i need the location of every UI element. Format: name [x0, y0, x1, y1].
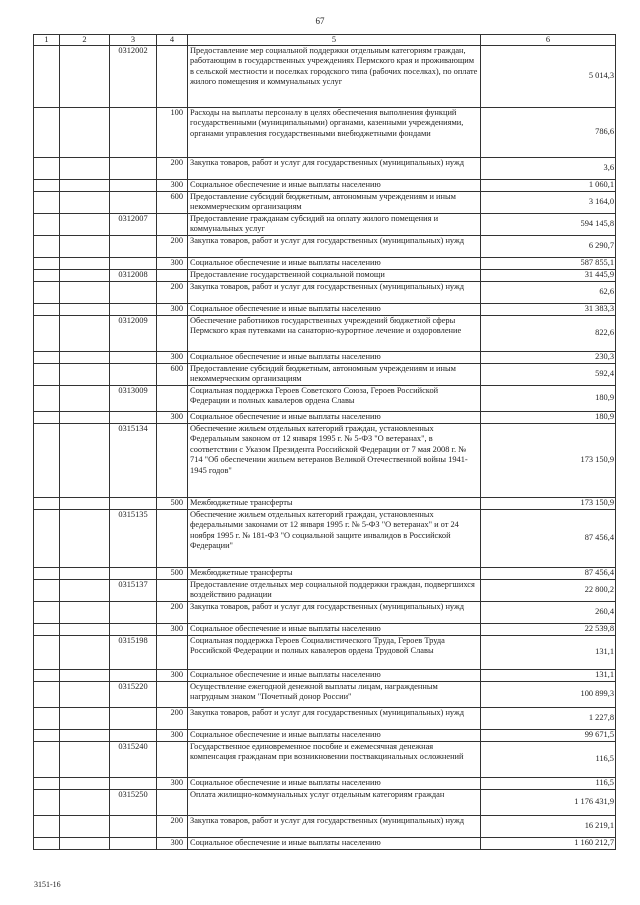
item-description: Социальное обеспечение и иные выплаты населению: [188, 838, 481, 850]
item-description: Социальное обеспечение и иные выплаты населению: [188, 778, 481, 790]
amount-value: 1 227,8: [481, 708, 616, 730]
item-description: Закупка товаров, работ и услуг для государственных (муниципальных) нужд: [188, 236, 481, 258]
item-description: Социальная поддержка Героев Советского Союза, Героев Российской Федерации и полных кавалеров ордена Славы: [188, 386, 481, 412]
column-2-cell: [60, 708, 110, 730]
column-2-cell: [60, 602, 110, 624]
expense-type-code: 500: [157, 498, 188, 510]
column-1-cell: [34, 568, 60, 580]
target-article-code: [110, 412, 157, 424]
table-row: [34, 742, 616, 778]
expense-type-code: 300: [157, 624, 188, 636]
column-2-cell: [60, 730, 110, 742]
amount-value: 22 539,8: [481, 624, 616, 636]
table-row: [34, 838, 616, 850]
table-row: [34, 682, 616, 708]
target-article-code: [110, 816, 157, 838]
item-description: Социальное обеспечение и иные выплаты населению: [188, 412, 481, 424]
expense-type-code: [157, 636, 188, 670]
column-2-cell: [60, 192, 110, 214]
column-2-cell: [60, 364, 110, 386]
amount-value: 786,6: [481, 108, 616, 158]
column-1-cell: [34, 236, 60, 258]
target-article-code: 0312002: [110, 46, 157, 108]
target-article-code: [110, 352, 157, 364]
column-2-cell: [60, 742, 110, 778]
target-article-code: [110, 670, 157, 682]
column-1-cell: [34, 682, 60, 708]
target-article-code: 0315220: [110, 682, 157, 708]
column-1-cell: [34, 364, 60, 386]
expense-type-code: 300: [157, 304, 188, 316]
target-article-code: 0312007: [110, 214, 157, 236]
expense-type-code: [157, 316, 188, 352]
item-description: Предоставление субсидий бюджетным, автономным учреждениям и иным некоммерческим организациям: [188, 192, 481, 214]
item-description: Государственное единовременное пособие и ежемесячная денежная компенсация гражданам при возникновении поствакцинальных осложнений: [188, 742, 481, 778]
amount-value: 16 219,1: [481, 816, 616, 838]
column-1-cell: [34, 580, 60, 602]
target-article-code: 0315134: [110, 424, 157, 498]
column-2-cell: [60, 682, 110, 708]
column-1-cell: [34, 602, 60, 624]
table-row: [34, 510, 616, 568]
expense-type-code: 300: [157, 258, 188, 270]
column-1-cell: [34, 214, 60, 236]
item-description: Осуществление ежегодной денежной выплаты лицам, награжденным нагрудным знаком "Почетный донор России": [188, 682, 481, 708]
target-article-code: [110, 498, 157, 510]
target-article-code: 0312008: [110, 270, 157, 282]
target-article-code: [110, 236, 157, 258]
item-description: Расходы на выплаты персоналу в целях обеспечения выполнения функций государственными (муниципальными) органами, казенными учреждениями, органами управления государственными внебюджетными фондами: [188, 108, 481, 158]
amount-value: 116,5: [481, 778, 616, 790]
column-1-cell: [34, 316, 60, 352]
column-2-cell: [60, 624, 110, 636]
item-description: Социальная поддержка Героев Социалистического Труда, Героев Труда Российской Федерации и полных кавалеров ордена Трудовой Славы: [188, 636, 481, 670]
amount-value: 116,5: [481, 742, 616, 778]
expense-type-code: [157, 682, 188, 708]
item-description: Предоставление субсидий бюджетным, автономным учреждениям и иным некоммерческим организациям: [188, 364, 481, 386]
table-row: [34, 214, 616, 236]
table-row: [34, 624, 616, 636]
column-2-cell: [60, 158, 110, 180]
column-2-cell: [60, 316, 110, 352]
table-row: [34, 790, 616, 816]
item-description: Предоставление государственной социальной помощи: [188, 270, 481, 282]
expense-type-code: 200: [157, 816, 188, 838]
table-row: [34, 46, 616, 108]
column-2-cell: [60, 510, 110, 568]
item-description: Закупка товаров, работ и услуг для государственных (муниципальных) нужд: [188, 158, 481, 180]
table-row: [34, 316, 616, 352]
column-2-cell: [60, 790, 110, 816]
expense-type-code: 300: [157, 670, 188, 682]
item-description: Социальное обеспечение и иные выплаты населению: [188, 730, 481, 742]
column-2-cell: [60, 108, 110, 158]
amount-value: 6 290,7: [481, 236, 616, 258]
column-2-cell: [60, 568, 110, 580]
table-row: [34, 568, 616, 580]
expense-type-code: 600: [157, 192, 188, 214]
target-article-code: 0315240: [110, 742, 157, 778]
column-2-cell: [60, 636, 110, 670]
item-description: Предоставление мер социальной поддержки отдельным категориям граждан, работающим в государственных учреждениях Пермского края и проживающим в сельской местности и поселках городского типа (рабочих поселках), по оплате жилого помещения и коммунальных услуг: [188, 46, 481, 108]
table-row: [34, 778, 616, 790]
column-1-cell: [34, 412, 60, 424]
target-article-code: [110, 192, 157, 214]
item-description: Социальное обеспечение и иные выплаты населению: [188, 670, 481, 682]
target-article-code: [110, 838, 157, 850]
target-article-code: 0315198: [110, 636, 157, 670]
column-1-cell: [34, 838, 60, 850]
column-header: 6: [481, 35, 616, 46]
table-row: [34, 108, 616, 158]
item-description: Межбюджетные трансферты: [188, 498, 481, 510]
amount-value: 131,1: [481, 670, 616, 682]
item-description: Оплата жилищно-коммунальных услуг отдельным категориям граждан: [188, 790, 481, 816]
target-article-code: [110, 158, 157, 180]
column-2-cell: [60, 236, 110, 258]
expense-type-code: [157, 270, 188, 282]
column-1-cell: [34, 636, 60, 670]
column-2-cell: [60, 352, 110, 364]
column-number-row: [34, 35, 616, 46]
expense-type-code: [157, 46, 188, 108]
amount-value: 31 445,9: [481, 270, 616, 282]
table-row: [34, 636, 616, 670]
table-row: [34, 158, 616, 180]
column-2-cell: [60, 258, 110, 270]
column-2-cell: [60, 816, 110, 838]
target-article-code: 0312009: [110, 316, 157, 352]
column-1-cell: [34, 386, 60, 412]
document-footer-code: 3151-16: [34, 880, 61, 889]
column-1-cell: [34, 816, 60, 838]
item-description: Межбюджетные трансферты: [188, 568, 481, 580]
item-description: Закупка товаров, работ и услуг для государственных (муниципальных) нужд: [188, 816, 481, 838]
item-description: Обеспечение жильем отдельных категорий граждан, установленных федеральными законами от 12 января 1995 г. № 5-ФЗ "О ветеранах" и от 24 ноября 1995 г. № 181-ФЗ "О социальной защите инвалидов в Российской Федерации": [188, 510, 481, 568]
table-row: [34, 816, 616, 838]
column-1-cell: [34, 498, 60, 510]
expense-type-code: 300: [157, 180, 188, 192]
column-1-cell: [34, 158, 60, 180]
amount-value: 180,9: [481, 412, 616, 424]
expense-type-code: [157, 386, 188, 412]
table-row: [34, 352, 616, 364]
column-header: 2: [60, 35, 110, 46]
table-row: [34, 498, 616, 510]
item-description: Закупка товаров, работ и услуг для государственных (муниципальных) нужд: [188, 282, 481, 304]
item-description: Обеспечение жильем отдельных категорий граждан, установленных Федеральным законом от 12 января 1995 г. № 5-ФЗ "О ветеранах", в соответствии с Указом Президента Российской Федерации от 7 мая 2008 г. № 714 "Об обеспечении жильем ветеранов Великой Отечественной войны 1941-1945 годов": [188, 424, 481, 498]
column-header: 4: [157, 35, 188, 46]
target-article-code: [110, 568, 157, 580]
table-body: [34, 46, 616, 850]
item-description: Обеспечение работников государственных учреждений бюджетной сферы Пермского края путевками на санаторно-курортное лечение и оздоровление: [188, 316, 481, 352]
expense-type-code: 600: [157, 364, 188, 386]
target-article-code: [110, 708, 157, 730]
item-description: Закупка товаров, работ и услуг для государственных (муниципальных) нужд: [188, 708, 481, 730]
column-1-cell: [34, 742, 60, 778]
column-1-cell: [34, 708, 60, 730]
amount-value: 230,3: [481, 352, 616, 364]
amount-value: 5 014,3: [481, 46, 616, 108]
expense-type-code: 300: [157, 352, 188, 364]
amount-value: 1 176 431,9: [481, 790, 616, 816]
item-description: Социальное обеспечение и иные выплаты населению: [188, 180, 481, 192]
table-row: [34, 670, 616, 682]
column-2-cell: [60, 214, 110, 236]
amount-value: 3,6: [481, 158, 616, 180]
column-1-cell: [34, 270, 60, 282]
column-2-cell: [60, 304, 110, 316]
target-article-code: [110, 624, 157, 636]
column-1-cell: [34, 258, 60, 270]
column-2-cell: [60, 838, 110, 850]
amount-value: 87 456,4: [481, 568, 616, 580]
column-2-cell: [60, 580, 110, 602]
column-2-cell: [60, 386, 110, 412]
item-description: Закупка товаров, работ и услуг для государственных (муниципальных) нужд: [188, 602, 481, 624]
target-article-code: 0315250: [110, 790, 157, 816]
column-2-cell: [60, 670, 110, 682]
column-1-cell: [34, 510, 60, 568]
column-2-cell: [60, 46, 110, 108]
column-header: 1: [34, 35, 60, 46]
table-row: [34, 386, 616, 412]
expense-type-code: 300: [157, 412, 188, 424]
target-article-code: [110, 282, 157, 304]
table-row: [34, 192, 616, 214]
item-description: Предоставление гражданам субсидий на оплату жилого помещения и коммунальных услуг: [188, 214, 481, 236]
amount-value: 260,4: [481, 602, 616, 624]
amount-value: 3 164,0: [481, 192, 616, 214]
target-article-code: [110, 730, 157, 742]
expense-type-code: 200: [157, 158, 188, 180]
amount-value: 1 160 212,7: [481, 838, 616, 850]
column-header: 5: [188, 35, 481, 46]
table-row: [34, 180, 616, 192]
amount-value: 100 899,3: [481, 682, 616, 708]
page-number: 67: [315, 16, 325, 26]
target-article-code: 0315135: [110, 510, 157, 568]
expense-type-code: [157, 510, 188, 568]
amount-value: 592,4: [481, 364, 616, 386]
expense-type-code: [157, 214, 188, 236]
table-row: [34, 304, 616, 316]
target-article-code: [110, 778, 157, 790]
column-2-cell: [60, 424, 110, 498]
table-row: [34, 364, 616, 386]
column-1-cell: [34, 108, 60, 158]
target-article-code: 0315137: [110, 580, 157, 602]
column-1-cell: [34, 352, 60, 364]
expense-type-code: 200: [157, 602, 188, 624]
column-2-cell: [60, 498, 110, 510]
item-description: Социальное обеспечение и иные выплаты населению: [188, 304, 481, 316]
amount-value: 1 060,1: [481, 180, 616, 192]
expense-type-code: 500: [157, 568, 188, 580]
item-description: Социальное обеспечение и иные выплаты населению: [188, 352, 481, 364]
table-row: [34, 412, 616, 424]
amount-value: 31 383,3: [481, 304, 616, 316]
expense-type-code: 300: [157, 838, 188, 850]
target-article-code: [110, 364, 157, 386]
column-1-cell: [34, 424, 60, 498]
amount-value: 173 150,9: [481, 424, 616, 498]
amount-value: 180,9: [481, 386, 616, 412]
table-row: [34, 270, 616, 282]
table-row: [34, 236, 616, 258]
column-2-cell: [60, 180, 110, 192]
table-row: [34, 602, 616, 624]
table-row: [34, 730, 616, 742]
amount-value: 62,6: [481, 282, 616, 304]
amount-value: 22 800,2: [481, 580, 616, 602]
column-1-cell: [34, 192, 60, 214]
expense-type-code: [157, 742, 188, 778]
column-1-cell: [34, 46, 60, 108]
expense-type-code: [157, 424, 188, 498]
target-article-code: [110, 258, 157, 270]
column-1-cell: [34, 624, 60, 636]
item-description: Предоставление отдельных мер социальной поддержки граждан, подвергшихся воздействию радиации: [188, 580, 481, 602]
amount-value: 131,1: [481, 636, 616, 670]
expense-type-code: 300: [157, 730, 188, 742]
table-row: [34, 580, 616, 602]
expense-type-code: [157, 580, 188, 602]
column-2-cell: [60, 412, 110, 424]
expense-type-code: 200: [157, 708, 188, 730]
amount-value: 99 671,5: [481, 730, 616, 742]
column-1-cell: [34, 730, 60, 742]
expense-type-code: [157, 790, 188, 816]
column-1-cell: [34, 180, 60, 192]
column-2-cell: [60, 282, 110, 304]
expense-type-code: 200: [157, 236, 188, 258]
column-1-cell: [34, 282, 60, 304]
target-article-code: [110, 108, 157, 158]
item-description: Социальное обеспечение и иные выплаты населению: [188, 258, 481, 270]
target-article-code: [110, 602, 157, 624]
expense-type-code: 300: [157, 778, 188, 790]
expense-type-code: 100: [157, 108, 188, 158]
budget-table: [33, 34, 616, 850]
table-row: [34, 424, 616, 498]
column-2-cell: [60, 778, 110, 790]
amount-value: 594 145,8: [481, 214, 616, 236]
expense-type-code: 200: [157, 282, 188, 304]
amount-value: 87 456,4: [481, 510, 616, 568]
target-article-code: [110, 304, 157, 316]
column-1-cell: [34, 304, 60, 316]
amount-value: 822,6: [481, 316, 616, 352]
item-description: Социальное обеспечение и иные выплаты населению: [188, 624, 481, 636]
table-row: [34, 258, 616, 270]
column-1-cell: [34, 778, 60, 790]
table-row: [34, 708, 616, 730]
column-1-cell: [34, 670, 60, 682]
table-row: [34, 282, 616, 304]
target-article-code: 0313009: [110, 386, 157, 412]
column-header: 3: [110, 35, 157, 46]
column-2-cell: [60, 270, 110, 282]
target-article-code: [110, 180, 157, 192]
column-1-cell: [34, 790, 60, 816]
amount-value: 173 150,9: [481, 498, 616, 510]
amount-value: 587 855,1: [481, 258, 616, 270]
